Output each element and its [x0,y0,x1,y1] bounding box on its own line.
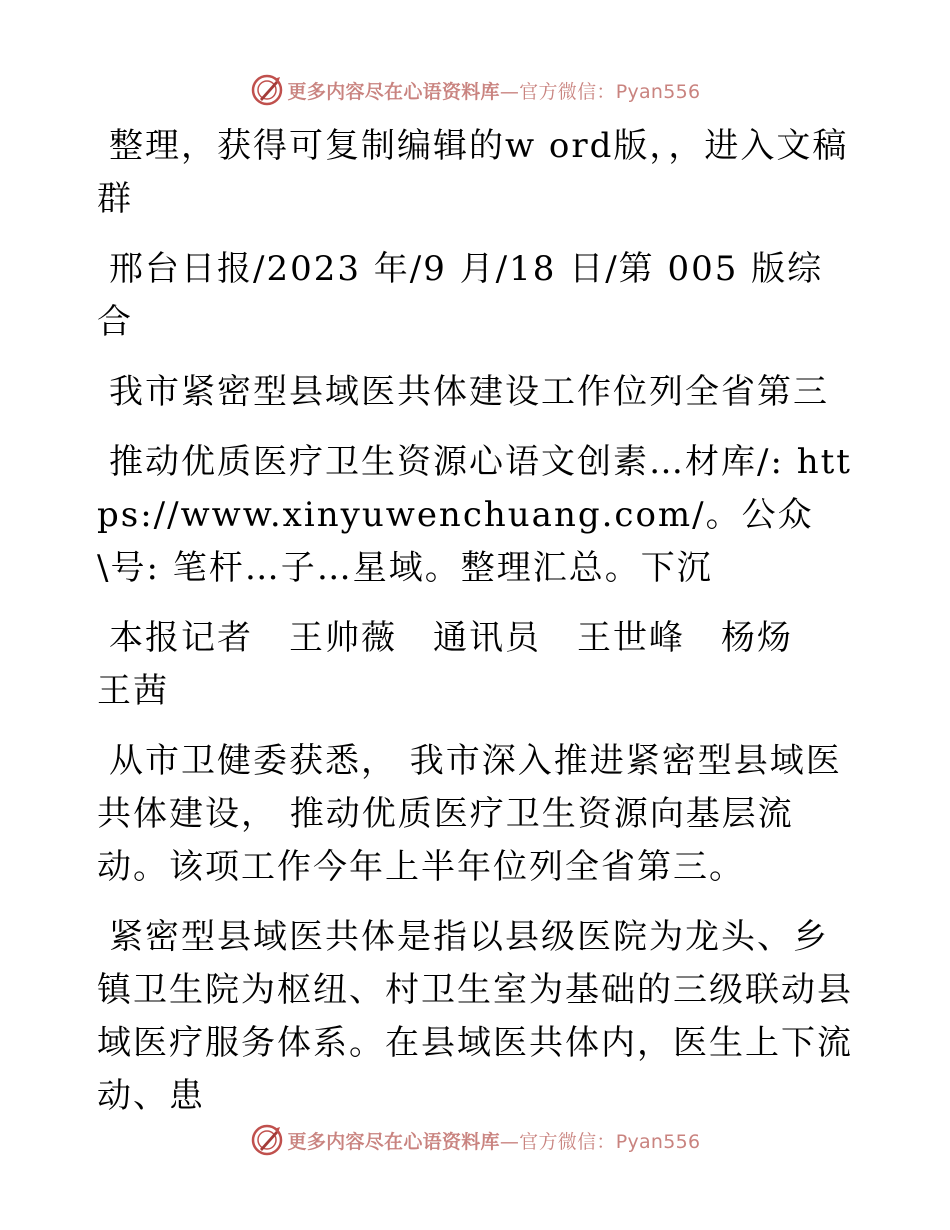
document-body [97,120,857,1120]
watermark-brand: 更多内容尽在心语资料库 [287,80,500,103]
quill-logo-icon [250,73,284,107]
paragraph-source: 邢台日报/2023 年/9 月/18 日/第 005 版综合 [97,249,824,342]
watermark-label: 官方微信： [519,80,616,103]
footer-watermark [0,1120,950,1160]
quill-logo-icon [250,1123,284,1157]
watermark-wechat-id: Pyan556 [615,1130,701,1153]
paragraph-intro: 整理，获得可复制编辑的w ord版，，进入文稿群 [97,126,849,219]
paragraph-headline: 我市紧密型县域医共体建设工作位列全省第三 [109,372,829,412]
watermark-brand: 更多内容尽在心语资料库 [287,1130,500,1153]
watermark-wechat-id: Pyan556 [615,80,701,103]
watermark-text [288,1127,701,1154]
paragraph-body: 从市卫健委获悉， 我市深入推进紧密型县域医共体建设， 推动优质医疗卫生资源向基层流动。该项工作今年上半年位列全省第三。 [97,741,842,887]
watermark-text [288,77,701,104]
watermark-dash: — [499,80,520,103]
paragraph-subheadline: 推动优质医疗卫生资源心语文创素…材库/: https://www.xinyuwenchuang.com/。公众\号: 笔杆…子…星域。整理汇总。下沉 [97,442,852,588]
paragraph-byline: 本报记者 王帅薇 通讯员 王世峰 杨炀 王茜 [97,618,829,711]
watermark-dash: — [499,1130,520,1153]
watermark-label: 官方微信： [519,1130,616,1153]
header-watermark [0,70,950,110]
paragraph-body: 紧密型县域医共体是指以县级医院为龙头、乡镇卫生院为枢纽、村卫生室为基础的三级联动县域医疗服务体系。在县域医共体内，医生上下流动、患 [97,917,853,1116]
